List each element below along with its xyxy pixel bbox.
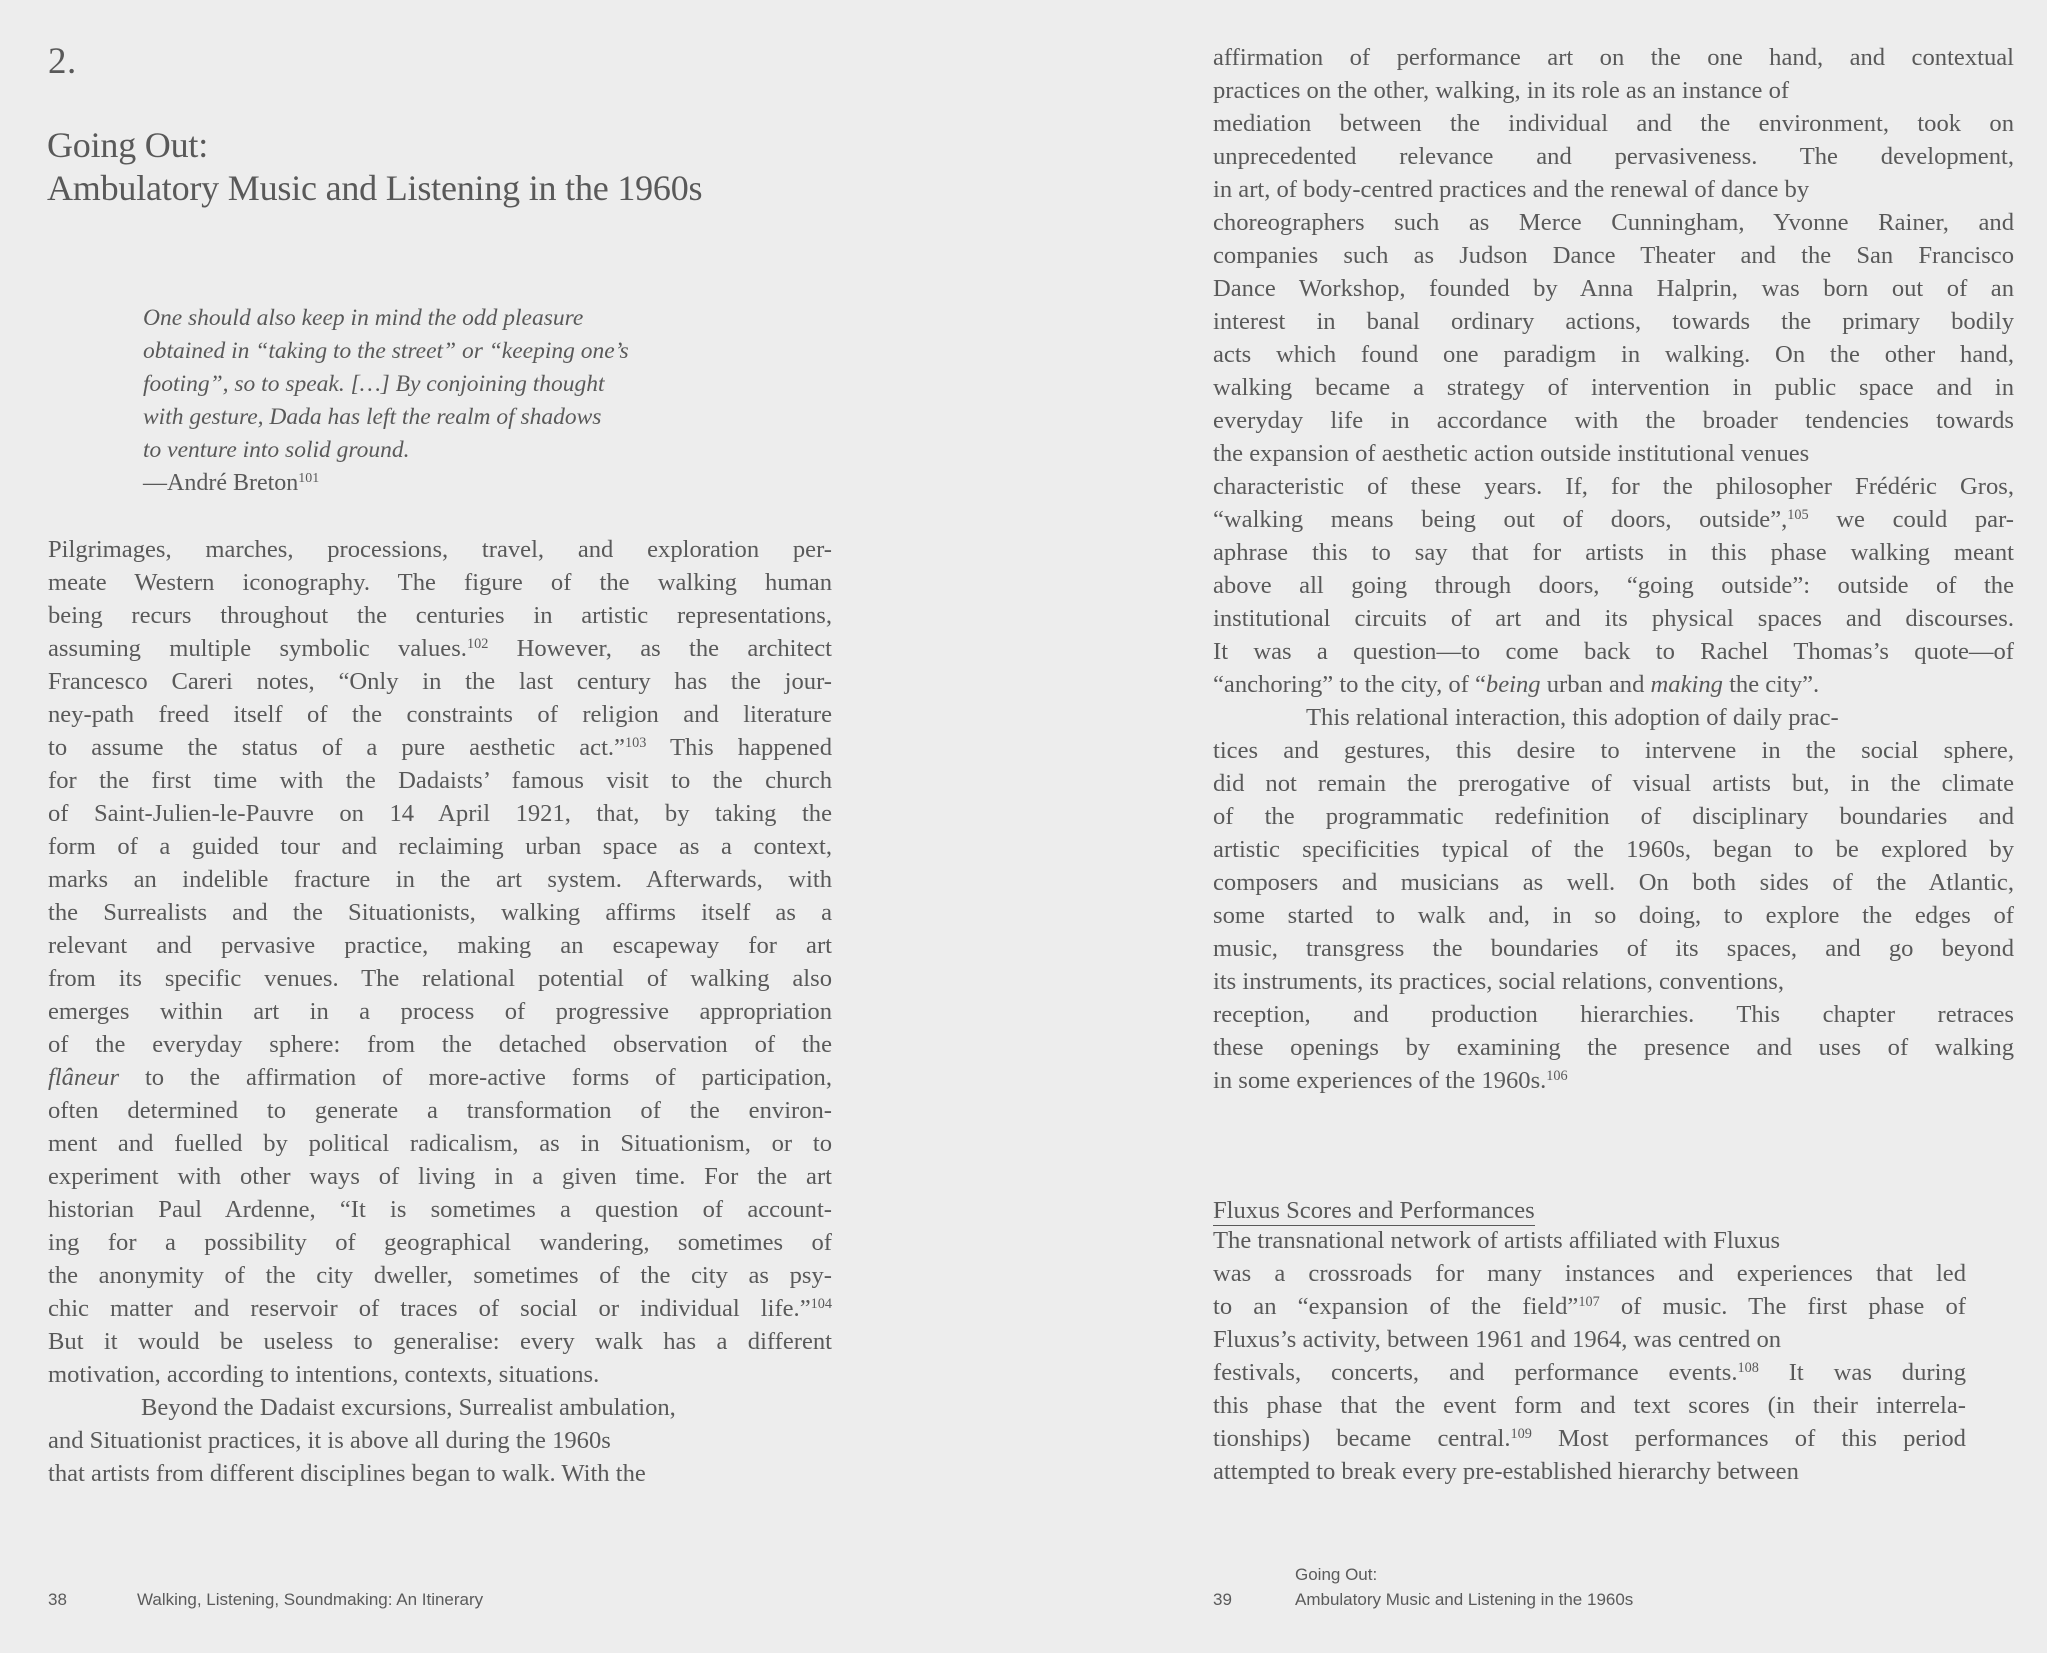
text-line bbox=[48, 830, 832, 863]
text-line bbox=[1213, 371, 2014, 404]
text-line bbox=[48, 929, 832, 962]
text-line bbox=[1213, 239, 2014, 272]
text-line bbox=[1213, 1224, 1966, 1257]
text-line bbox=[48, 1292, 832, 1325]
text-span: emerges within art in a process of progressive appropriation bbox=[48, 998, 832, 1025]
text-span: However, as the architect bbox=[488, 635, 832, 662]
text-span: experiment with other ways of living in a given time. For the art bbox=[48, 1163, 832, 1190]
text-line bbox=[1213, 602, 2014, 635]
text-span: relevant and pervasive practice, making an escapeway for art bbox=[48, 932, 832, 959]
text-line bbox=[48, 896, 832, 929]
epigraph-line: One should also keep in mind the odd pleasure bbox=[143, 305, 584, 331]
italic-term: being bbox=[1485, 671, 1541, 698]
text-line bbox=[1213, 998, 2014, 1031]
footnote-ref[interactable]: 109 bbox=[1510, 1426, 1532, 1443]
text-span: in some experiences of the 1960s. bbox=[1213, 1067, 1547, 1094]
text-line bbox=[48, 1226, 832, 1259]
text-line bbox=[1213, 173, 2014, 206]
text-line bbox=[1213, 206, 2014, 239]
text-span: choreographers such as Merce Cunningham, Yvonne Rainer, and bbox=[1213, 209, 2014, 236]
text-span: Fluxus’s activity, between 1961 and 1964, was centred on bbox=[1213, 1326, 1782, 1353]
epigraph-line: obtained in “taking to the street” or “keeping one’s bbox=[143, 338, 629, 364]
text-line bbox=[1213, 965, 2014, 998]
text-span: acts which found one paradigm in walking. On the other hand, bbox=[1213, 341, 2014, 368]
text-span: unprecedented relevance and pervasiveness. The development, bbox=[1213, 143, 2014, 170]
text-span: But it would be useless to generalise: every walk has a different bbox=[48, 1328, 832, 1355]
text-span: characteristic of these years. If, for the philosopher Frédéric Gros, bbox=[1213, 473, 2014, 500]
text-span: for the first time with the Dadaists’ famous visit to the church bbox=[48, 767, 832, 794]
text-span: affirmation of performance art on the one hand, and contextual bbox=[1213, 44, 2014, 71]
text-line bbox=[1213, 1064, 2014, 1097]
text-span: interest in banal ordinary actions, towards the primary bodily bbox=[1213, 308, 2014, 335]
text-span: ing for a possibility of geographical wandering, sometimes of bbox=[48, 1229, 832, 1256]
text-span: this phase that the event form and text scores (in their interrela- bbox=[1213, 1392, 1966, 1419]
text-line bbox=[1213, 1356, 1966, 1389]
text-line bbox=[48, 995, 832, 1028]
text-line bbox=[1213, 470, 2014, 503]
text-span: above all going through doors, “going outside”: outside of the bbox=[1213, 572, 2014, 599]
text-span: assuming multiple symbolic values. bbox=[48, 635, 467, 662]
epigraph-line: with gesture, Dada has left the realm of shadows bbox=[143, 404, 602, 430]
text-span: festivals, concerts, and performance events. bbox=[1213, 1359, 1738, 1386]
text-line bbox=[1213, 140, 2014, 173]
footnote-ref[interactable]: 102 bbox=[466, 636, 489, 653]
text-line bbox=[48, 1325, 832, 1358]
text-line bbox=[1213, 635, 2014, 668]
text-span: This relational interaction, this adoption of daily prac- bbox=[1306, 704, 1839, 731]
text-line bbox=[48, 1028, 832, 1061]
text-line bbox=[1213, 1422, 1966, 1455]
body-text bbox=[1213, 41, 2014, 1097]
epigraph-line: to venture into solid ground. bbox=[143, 437, 410, 463]
text-line bbox=[1213, 404, 2014, 437]
text-span: the expansion of aesthetic action outside institutional venues bbox=[1213, 440, 1810, 467]
body-text bbox=[48, 533, 832, 1490]
text-span: and Situationist practices, it is above all during the 1960s bbox=[48, 1427, 611, 1454]
page-number: 38 bbox=[48, 1590, 67, 1609]
text-span: composers and musicians as well. On both sides of the Atlantic, bbox=[1213, 869, 2014, 896]
text-span: This happened bbox=[646, 734, 832, 761]
text-line bbox=[48, 599, 832, 632]
text-span: Dance Workshop, founded by Anna Halprin, was born out of an bbox=[1213, 275, 2014, 302]
section-heading: Fluxus Scores and Performances bbox=[1213, 1194, 1535, 1226]
text-span: music, transgress the boundaries of its spaces, and go beyond bbox=[1213, 935, 2014, 962]
text-line bbox=[1213, 767, 2014, 800]
text-line bbox=[1213, 701, 2014, 734]
text-span: we could par- bbox=[1808, 506, 2014, 533]
text-line bbox=[48, 1127, 832, 1160]
footnote-ref[interactable]: 101 bbox=[298, 471, 320, 487]
attribution-author: —André Breton bbox=[143, 470, 299, 496]
text-span: reception, and production hierarchies. This chapter retraces bbox=[1213, 1001, 2014, 1028]
text-span: attempted to break every pre-established hierarchy between bbox=[1213, 1458, 1799, 1485]
text-line bbox=[48, 863, 832, 896]
running-title-line: Going Out: bbox=[1295, 1565, 1378, 1584]
text-span: urban and bbox=[1540, 671, 1651, 698]
text-span: was a crossroads for many instances and experiences that led bbox=[1213, 1260, 1966, 1287]
footnote-ref[interactable]: 108 bbox=[1737, 1360, 1759, 1377]
text-span: ney-path freed itself of the constraints of religion and literature bbox=[48, 701, 832, 728]
text-span: Pilgrimages, marches, processions, travel, and exploration per- bbox=[48, 536, 832, 563]
text-span: form of a guided tour and reclaiming urban space as a context, bbox=[48, 833, 832, 860]
footnote-ref[interactable]: 106 bbox=[1546, 1068, 1568, 1085]
chapter-title-line: Ambulatory Music and Listening in the 1960s bbox=[47, 168, 703, 208]
text-line bbox=[48, 566, 832, 599]
text-line bbox=[48, 1391, 832, 1424]
text-span: artistic specificities typical of the 1960s, began to be explored by bbox=[1213, 836, 2014, 863]
text-span: ment and fuelled by political radicalism, as in Situationism, or to bbox=[48, 1130, 832, 1157]
text-span: tices and gestures, this desire to intervene in the social sphere, bbox=[1213, 737, 2014, 764]
chapter-title-line: Going Out: bbox=[47, 125, 209, 165]
text-line bbox=[1213, 569, 2014, 602]
text-span: It was during bbox=[1758, 1359, 1966, 1386]
footnote-ref[interactable]: 105 bbox=[1787, 507, 1809, 524]
running-title: Walking, Listening, Soundmaking: An Itinerary bbox=[137, 1590, 484, 1609]
text-span: of the everyday sphere: from the detached observation of the bbox=[48, 1031, 832, 1058]
text-line bbox=[48, 1457, 832, 1490]
text-line bbox=[48, 533, 832, 566]
text-span: to assume the status of a pure aesthetic act.” bbox=[48, 734, 625, 761]
text-line bbox=[1213, 74, 2014, 107]
section-body-text bbox=[1213, 1224, 1966, 1488]
footnote-ref[interactable]: 107 bbox=[1578, 1294, 1600, 1311]
text-line bbox=[1213, 734, 2014, 767]
text-span: mediation between the individual and the environment, took on bbox=[1213, 110, 2014, 137]
text-span: “walking means being out of doors, outside”, bbox=[1213, 506, 1788, 533]
text-line bbox=[48, 1061, 832, 1094]
text-span: of Saint-Julien-le-Pauvre on 14 April 1921, that, by taking the bbox=[48, 800, 832, 827]
text-line bbox=[48, 731, 832, 764]
text-span: marks an indelible fracture in the art system. Afterwards, with bbox=[48, 866, 832, 893]
text-span: institutional circuits of art and its physical spaces and discourses. bbox=[1213, 605, 2014, 632]
text-line bbox=[48, 1094, 832, 1127]
text-line bbox=[1213, 503, 2014, 536]
text-span: that artists from different disciplines began to walk. With the bbox=[48, 1460, 646, 1487]
text-line bbox=[1213, 800, 2014, 833]
text-span: being recurs throughout the centuries in artistic representations, bbox=[48, 602, 832, 629]
text-line bbox=[1213, 536, 2014, 569]
italic-term: making bbox=[1650, 671, 1723, 698]
text-line bbox=[48, 1358, 832, 1391]
text-span: Most performances of this period bbox=[1531, 1425, 1966, 1452]
text-line bbox=[48, 1160, 832, 1193]
text-span: meate Western iconography. The figure of the walking human bbox=[48, 569, 832, 596]
text-line bbox=[48, 1193, 832, 1226]
text-span: from its specific venues. The relational potential of walking also bbox=[48, 965, 832, 992]
text-line bbox=[1213, 1455, 1966, 1488]
text-line bbox=[48, 698, 832, 731]
text-line bbox=[1213, 272, 2014, 305]
right-page bbox=[1024, 0, 2047, 1653]
text-span: its instruments, its practices, social relations, conventions, bbox=[1213, 968, 1785, 995]
running-title-line: Ambulatory Music and Listening in the 1960s bbox=[1295, 1590, 1634, 1609]
text-span: these openings by examining the presence and uses of walking bbox=[1213, 1034, 2014, 1061]
text-span: everyday life in accordance with the broader tendencies towards bbox=[1213, 407, 2014, 434]
text-line bbox=[1213, 1389, 1966, 1422]
text-span: historian Paul Ardenne, “It is sometimes a question of account- bbox=[48, 1196, 832, 1223]
text-span: tionships) became central. bbox=[1213, 1425, 1511, 1452]
text-span: chic matter and reservoir of traces of social or individual life.” bbox=[48, 1295, 811, 1322]
text-span: aphrase this to say that for artists in this phase walking meant bbox=[1213, 539, 2014, 566]
text-span: of the programmatic redefinition of disciplinary boundaries and bbox=[1213, 803, 2014, 830]
text-line bbox=[1213, 305, 2014, 338]
chapter-title bbox=[47, 124, 702, 210]
text-span: “anchoring” to the city, of “ bbox=[1213, 671, 1486, 698]
text-line bbox=[1213, 932, 2014, 965]
footnote-ref[interactable]: 103 bbox=[624, 735, 647, 752]
text-line bbox=[48, 797, 832, 830]
text-line bbox=[1213, 1323, 1966, 1356]
text-span: often determined to generate a transformation of the environ- bbox=[48, 1097, 832, 1124]
italic-term: flâneur bbox=[48, 1064, 120, 1091]
text-span: some started to walk and, in so doing, to explore the edges of bbox=[1213, 902, 2014, 929]
text-line bbox=[1213, 1031, 2014, 1064]
text-line bbox=[48, 1259, 832, 1292]
text-span: to the affirmation of more-active forms of participation, bbox=[119, 1064, 832, 1091]
text-line bbox=[1213, 1257, 1966, 1290]
text-span: practices on the other, walking, in its role as an instance of bbox=[1213, 77, 1790, 104]
text-line bbox=[1213, 668, 2014, 701]
footnote-ref[interactable]: 104 bbox=[810, 1296, 832, 1313]
text-span: walking became a strategy of intervention in public space and in bbox=[1213, 374, 2014, 401]
text-line bbox=[1213, 437, 2014, 470]
text-line bbox=[1213, 338, 2014, 371]
text-line bbox=[48, 962, 832, 995]
text-line bbox=[1213, 107, 2014, 140]
text-span: the Surrealists and the Situationists, walking affirms itself as a bbox=[48, 899, 832, 926]
text-span: in art, of body-centred practices and the renewal of dance by bbox=[1213, 176, 1810, 203]
text-span: of music. The first phase of bbox=[1599, 1293, 1966, 1320]
text-line bbox=[48, 632, 832, 665]
text-line bbox=[1213, 866, 2014, 899]
text-span: The transnational network of artists affiliated with Fluxus bbox=[1213, 1227, 1781, 1254]
text-span: did not remain the prerogative of visual artists but, in the climate bbox=[1213, 770, 2014, 797]
text-span: Beyond the Dadaist excursions, Surrealist ambulation, bbox=[141, 1394, 676, 1421]
page-number: 39 bbox=[1213, 1590, 1232, 1609]
text-line bbox=[48, 764, 832, 797]
text-line bbox=[1213, 41, 2014, 74]
text-span: the anonymity of the city dweller, sometimes of the city as psy- bbox=[48, 1262, 832, 1289]
chapter-number: 2. bbox=[48, 41, 77, 82]
running-title bbox=[1295, 1563, 1633, 1613]
text-span: Francesco Careri notes, “Only in the last century has the jour- bbox=[48, 668, 832, 695]
text-line bbox=[1213, 1290, 1966, 1323]
text-span: the city”. bbox=[1722, 671, 1820, 698]
text-span: to an “expansion of the field” bbox=[1213, 1293, 1579, 1320]
text-line bbox=[48, 1424, 832, 1457]
epigraph-line: footing”, so to speak. […] By conjoining thought bbox=[143, 371, 605, 397]
text-line bbox=[1213, 899, 2014, 932]
epigraph bbox=[143, 302, 703, 500]
left-page bbox=[0, 0, 1023, 1653]
text-span: motivation, according to intentions, contexts, situations. bbox=[48, 1361, 600, 1388]
text-line bbox=[48, 665, 832, 698]
text-span: companies such as Judson Dance Theater and the San Francisco bbox=[1213, 242, 2014, 269]
text-span: It was a question—to come back to Rachel Thomas’s quote—of bbox=[1213, 638, 2014, 665]
text-line bbox=[1213, 833, 2014, 866]
epigraph-attribution bbox=[143, 467, 703, 500]
